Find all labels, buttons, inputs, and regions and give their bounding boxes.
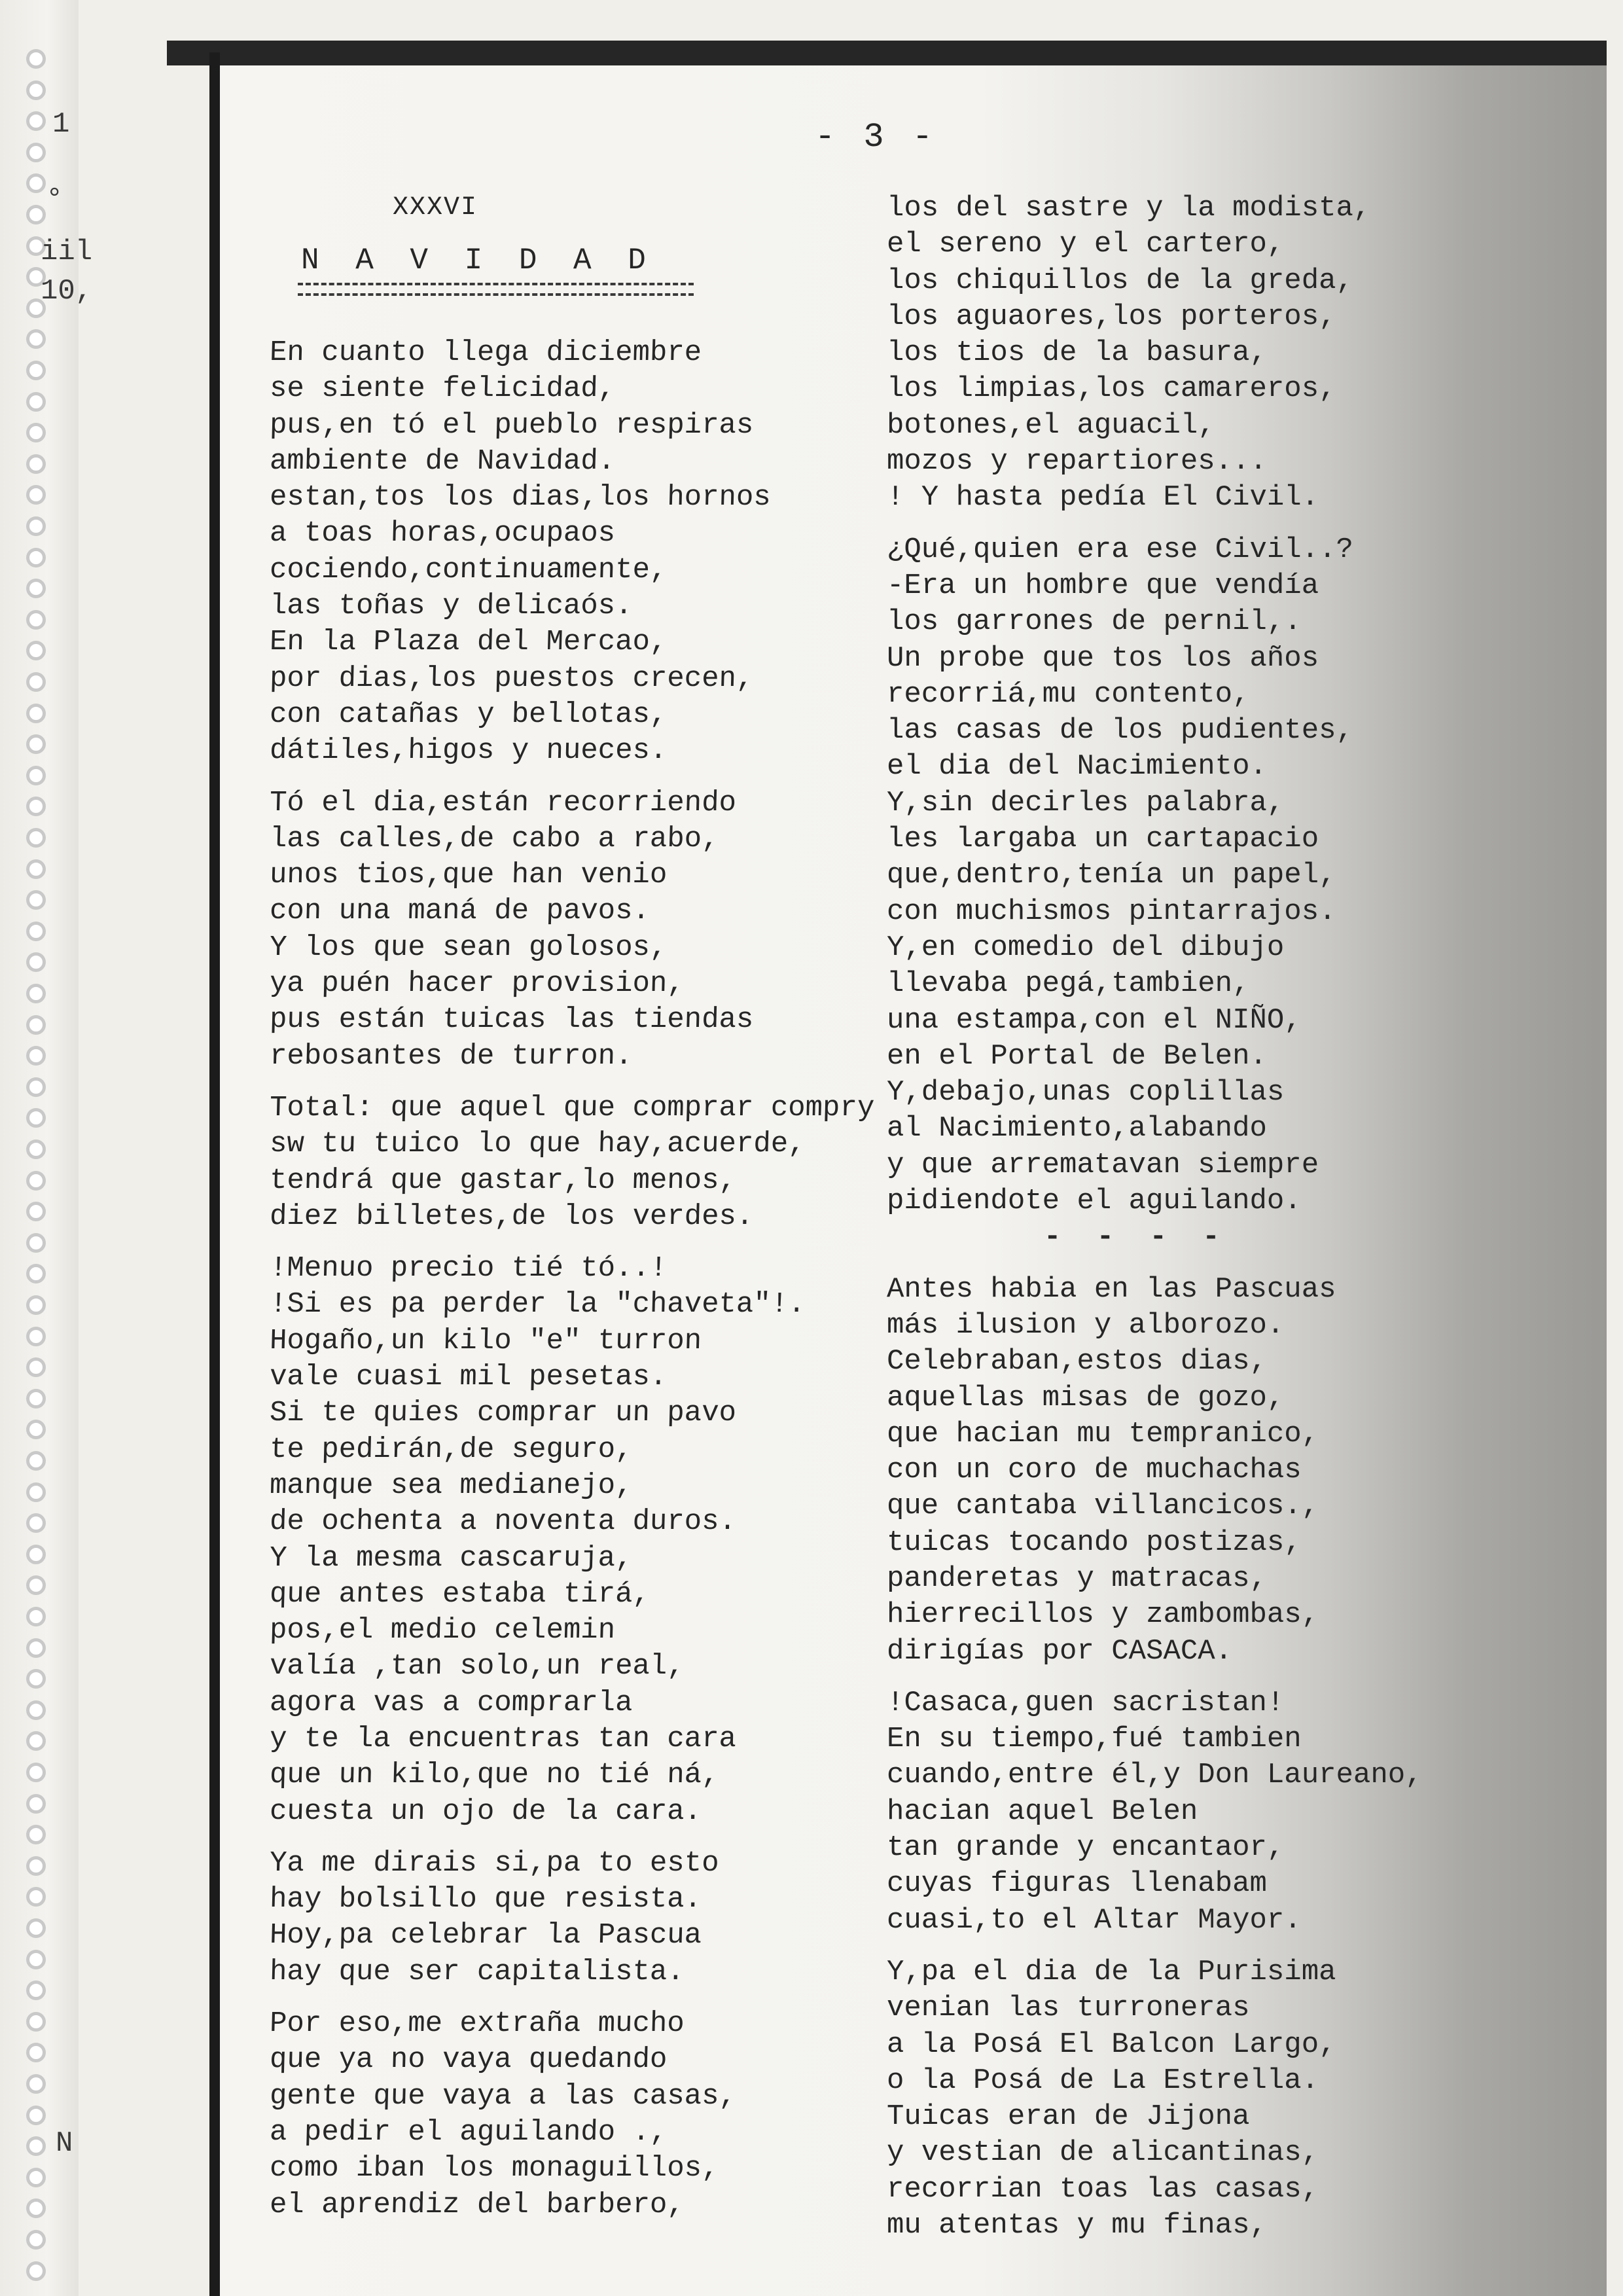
poem-line: !Casaca,guen sacristan! [887,1686,1285,1719]
binder-hole [26,1607,46,1626]
poem-line: más ilusion y alborozo. [887,1308,1285,1342]
poem-line: de ochenta a noventa duros. [269,1505,737,1539]
poem-line: Y,sin decirles palabra, [887,786,1285,819]
page-top-edge [167,41,1607,65]
binder-hole [26,1763,46,1782]
poem-line: Y la mesma cascaruja, [269,1541,633,1575]
poem-line: Y,en comedio del dibujo [887,931,1285,964]
poem-line: que un kilo,que no tié ná, [269,1759,720,1792]
binder-hole [26,672,46,692]
poem-left-column [270,335,874,2223]
poem-line: que cantaba villancicos., [887,1490,1319,1523]
poem-line: les largaba un cartapacio [887,823,1319,856]
poem-line: tendrá que gastar,lo menos, [269,1164,737,1197]
poem-line: una estampa,con el NIÑO, [887,1003,1302,1037]
poem-line: gente que vaya a las casas, [269,2079,737,2113]
poem-line: los limpias,los camareros, [887,372,1336,406]
binder-hole [26,361,46,380]
binder-hole [26,2012,46,2032]
prev-page-fragment: ° [46,183,63,216]
binder-hole [26,1638,46,1658]
poem-line: con una maná de pavos. [269,895,651,928]
poem-line: y que arrematavan siempre [887,1148,1319,1181]
poem-line: con catañas y bellotas, [269,698,668,731]
stanza-gap [270,1235,874,1251]
binder-hole [26,1295,46,1315]
binder-hole [26,49,46,69]
binder-hole [26,828,46,848]
binder-hole [26,610,46,630]
binder-hole [26,859,46,879]
binder-hole [26,1887,46,1907]
poem-line: tuicas tocando postizas, [887,1526,1302,1559]
stanza-gap [270,770,874,785]
poem-line: En la Plaza del Mercao, [269,626,668,659]
poem-line: en el Portal de Belen. [887,1039,1267,1073]
poem-line: vale cuasi mil pesetas. [269,1361,668,1394]
poem-line: tan grande y encantaor, [887,1831,1285,1865]
poem-line: pus están tuicas las tiendas [269,1003,754,1037]
binder-hole [26,1202,46,1221]
binder-hole [26,984,46,1003]
poem-line: ambiente de Navidad. [269,444,616,478]
poem-line: Antes habia en las Pascuas [887,1272,1336,1306]
page-number: - 3 - [815,118,937,156]
prev-page-fragment: 10, [41,275,93,308]
poem-line: unos tios,que han venio [269,859,668,892]
poem-line: pus,en tó el pueblo respiras [269,408,754,442]
binder-hole [26,1015,46,1035]
binder-hole [26,143,46,162]
prev-page-fragment: N [56,2127,73,2160]
binder-hole [26,1700,46,1720]
poem-line: recorrian toas las casas, [887,2172,1319,2206]
poem-line: dirigías por CASACA. [887,1634,1233,1668]
poem-line: como iban los monaguillos, [269,2152,720,2185]
poem-line: que,dentro,tenía un papel, [887,859,1336,892]
poem-line: que hacian mu tempranico, [887,1417,1319,1450]
poem-line: llevaba pegá,tambien, [887,967,1250,1001]
stanza-gap [887,516,1423,532]
title-underline [298,283,694,296]
poem-line: Ya me dirais si,pa to esto [269,1846,720,1880]
stanza-gap [270,1830,874,1846]
binder-hole [26,1108,46,1128]
poem-line: cuasi,to el Altar Mayor. [887,1903,1302,1937]
poem-line: ¿Qué,quien era ese Civil..? [887,533,1353,566]
poem-line: las calles,de cabo a rabo, [269,822,720,855]
poem-line: o la Posá de La Estrella. [887,2064,1319,2097]
poem-line: dátiles,higos y nueces. [269,734,668,768]
binder-hole [26,173,46,193]
poem-line: Por eso,me extraña mucho [269,2007,685,2041]
binder-hole [26,797,46,816]
binder-hole [26,1482,46,1502]
binder-hole [26,890,46,910]
binder-hole [26,423,46,442]
section-number: XXXVI [393,193,478,223]
binder-hole [26,1171,46,1191]
prev-page-fragment: 1 [52,108,70,141]
binder-hole [26,1794,46,1814]
binder-hole [26,1575,46,1595]
poem-line: Hogaño,un kilo "e" turron [269,1324,702,1357]
poem-line: sw tu tuico lo que hay,acuerde, [269,1128,806,1161]
binder-hole [26,704,46,723]
poem-line: hay bolsillo que resista. [269,1883,702,1916]
binder-hole [26,1139,46,1159]
binder-hole [26,1981,46,2000]
stanza-separator: - - - - [1044,1221,1229,1254]
poem-line: a toas horas,ocupaos [269,517,616,550]
poem-line: agora vas a comprarla [269,1686,633,1719]
poem-line: -Era un hombre que vendía [887,569,1319,602]
poem-line: y te la encuentras tan cara [269,1722,737,1755]
binder-hole [26,2043,46,2062]
binder-hole [26,766,46,785]
poem-line: aquellas misas de gozo, [887,1381,1285,1414]
poem-line: rebosantes de turron. [269,1039,633,1073]
poem-line: cuesta un ojo de la cara. [269,1795,702,1828]
binder-hole [26,1513,46,1533]
stanza-gap [887,1939,1423,1954]
poem-line: !Menuo precio tié tó..! [269,1252,668,1285]
binder-hole [26,952,46,972]
poem-line: botones,el aguacil, [887,408,1215,442]
binder-hole [26,392,46,412]
poem-line: por dias,los puestos crecen, [269,662,754,695]
poem-line: diez billetes,de los verdes. [269,1200,754,1233]
binder-hole [26,1950,46,1969]
poem-line: ! Y hasta pedía El Civil. [887,481,1319,514]
binder-hole [26,111,46,131]
poem-line: hay que ser capitalista. [269,1955,685,1988]
poem-line: pos,el medio celemin [269,1614,616,1647]
poem-line: Y los que sean golosos, [269,931,668,964]
poem-line: mozos y repartiores... [887,445,1267,478]
poem-line: con un coro de muchachas [887,1454,1302,1487]
poem-line: Total: que aquel que comprar compry [269,1091,875,1124]
binder-hole [26,516,46,536]
poem-line: que ya no vaya quedando [269,2043,668,2077]
poem-line: te pedirán,de seguro, [269,1433,633,1466]
binder-hole [26,1731,46,1751]
binder-hole [26,2230,46,2250]
poem-line: Un probe que tos los años [887,641,1319,675]
poem-line: Hoy,pa celebrar la Pascua [269,1919,702,1952]
binder-hole [26,2136,46,2156]
poem-line: mu atentas y mu finas, [887,2209,1267,2242]
poem-line: los chiquillos de la greda, [887,264,1353,297]
poem-line: Tuicas eran de Jijona [887,2100,1250,2134]
binder-hole [26,1077,46,1097]
binder-hole [26,1856,46,1876]
binder-hole [26,579,46,598]
poem-line: !Si es pa perder la "chaveta"!. [269,1288,806,1321]
binder-hole [26,548,46,567]
poem-line: a la Posá El Balcon Largo, [887,2028,1336,2061]
binder-hole [26,1451,46,1471]
poem-line: panderetas y matracas, [887,1562,1267,1595]
poem-line: con muchismos pintarrajos. [887,895,1336,928]
poem-line: Y,debajo,unas coplillas [887,1076,1285,1109]
binder-hole [26,922,46,941]
prev-page-fragment: iil [41,236,93,268]
binder-hole [26,2074,46,2094]
poem-line: hacian aquel Belen [887,1795,1198,1828]
binder-hole [26,485,46,505]
stanza-gap [887,1256,1423,1272]
poem-line: cuyas figuras llenabam [887,1867,1267,1901]
poem-line: el dia del Nacimiento. [887,750,1267,783]
binder-hole [26,1825,46,1844]
poem-line: que antes estaba tirá, [269,1577,651,1611]
poem-line: el aprendiz del barbero, [269,2188,685,2221]
poem-line: En cuanto llega diciembre [269,336,702,369]
binder-hole [26,1669,46,1689]
binder-hole [26,329,46,349]
poem-line: cociendo,continuamente, [269,553,668,586]
poem-line: venian las turroneras [887,1992,1250,2025]
binder-hole [26,1389,46,1408]
poem-line: Celebraban,estos dias, [887,1345,1267,1378]
stanza-gap [887,1670,1423,1685]
poem-line: ya puén hacer provision, [269,967,685,1001]
poem-line: el sereno y el cartero, [887,228,1285,261]
binder-hole [26,1420,46,1439]
poem-line: los aguaores,los porteros, [887,300,1336,333]
poem-line: valía ,tan solo,un real, [269,1650,685,1683]
poem-line: los garrones de pernil,. [887,605,1302,639]
poem-line: En su tiempo,fué tambien [887,1723,1302,1756]
poem-line: estan,tos los dias,los hornos [269,481,772,514]
poem-line: y vestian de alicantinas, [887,2136,1319,2170]
poem-line: recorriá,mu contento, [887,677,1250,711]
poem-line: Tó el dia,están recorriendo [269,786,737,819]
binder-hole [26,1918,46,1938]
poem-line: las toñas y delicaós. [269,590,633,623]
binder-hole [26,1264,46,1283]
binder-hole [26,2168,46,2187]
binder-hole [26,1046,46,1066]
page-left-edge [209,52,220,2296]
stanza-gap [270,1990,874,2006]
poem-right-column [887,190,1423,2244]
poem-line: se siente felicidad, [269,372,616,406]
poem-line: los del sastre y la modista, [887,192,1371,224]
poem-line: las casas de los pudientes, [887,714,1353,747]
section-title: N A V I D A D [301,243,655,278]
binder-hole [26,205,46,224]
poem-line: Si te quies comprar un pavo [269,1397,737,1430]
poem-line: cuando,entre él,y Don Laureano, [887,1759,1423,1792]
poem-line: hierrecillos y zambombas, [887,1598,1319,1632]
binder-hole [26,734,46,754]
poem-line: los tios de la basura, [887,336,1267,370]
poem-line: a pedir el aguilando ., [269,2115,668,2149]
binder-hole [26,2198,46,2218]
binder-hole [26,641,46,660]
poem-line: Y,pa el dia de la Purisima [887,1955,1336,1988]
binder-hole [26,1233,46,1253]
binder-hole [26,1545,46,1564]
binder-hole [26,1327,46,1346]
binder-hole [26,2106,46,2125]
binder-hole [26,81,46,100]
binder-hole [26,1357,46,1377]
poem-line: al Nacimiento,alabando [887,1112,1267,1145]
stanza-gap [270,1075,874,1090]
binder-hole [26,2261,46,2281]
binder-hole [26,454,46,474]
poem-line: pidiendote el aguilando. [887,1185,1302,1218]
poem-line: manque sea medianejo, [269,1469,633,1502]
